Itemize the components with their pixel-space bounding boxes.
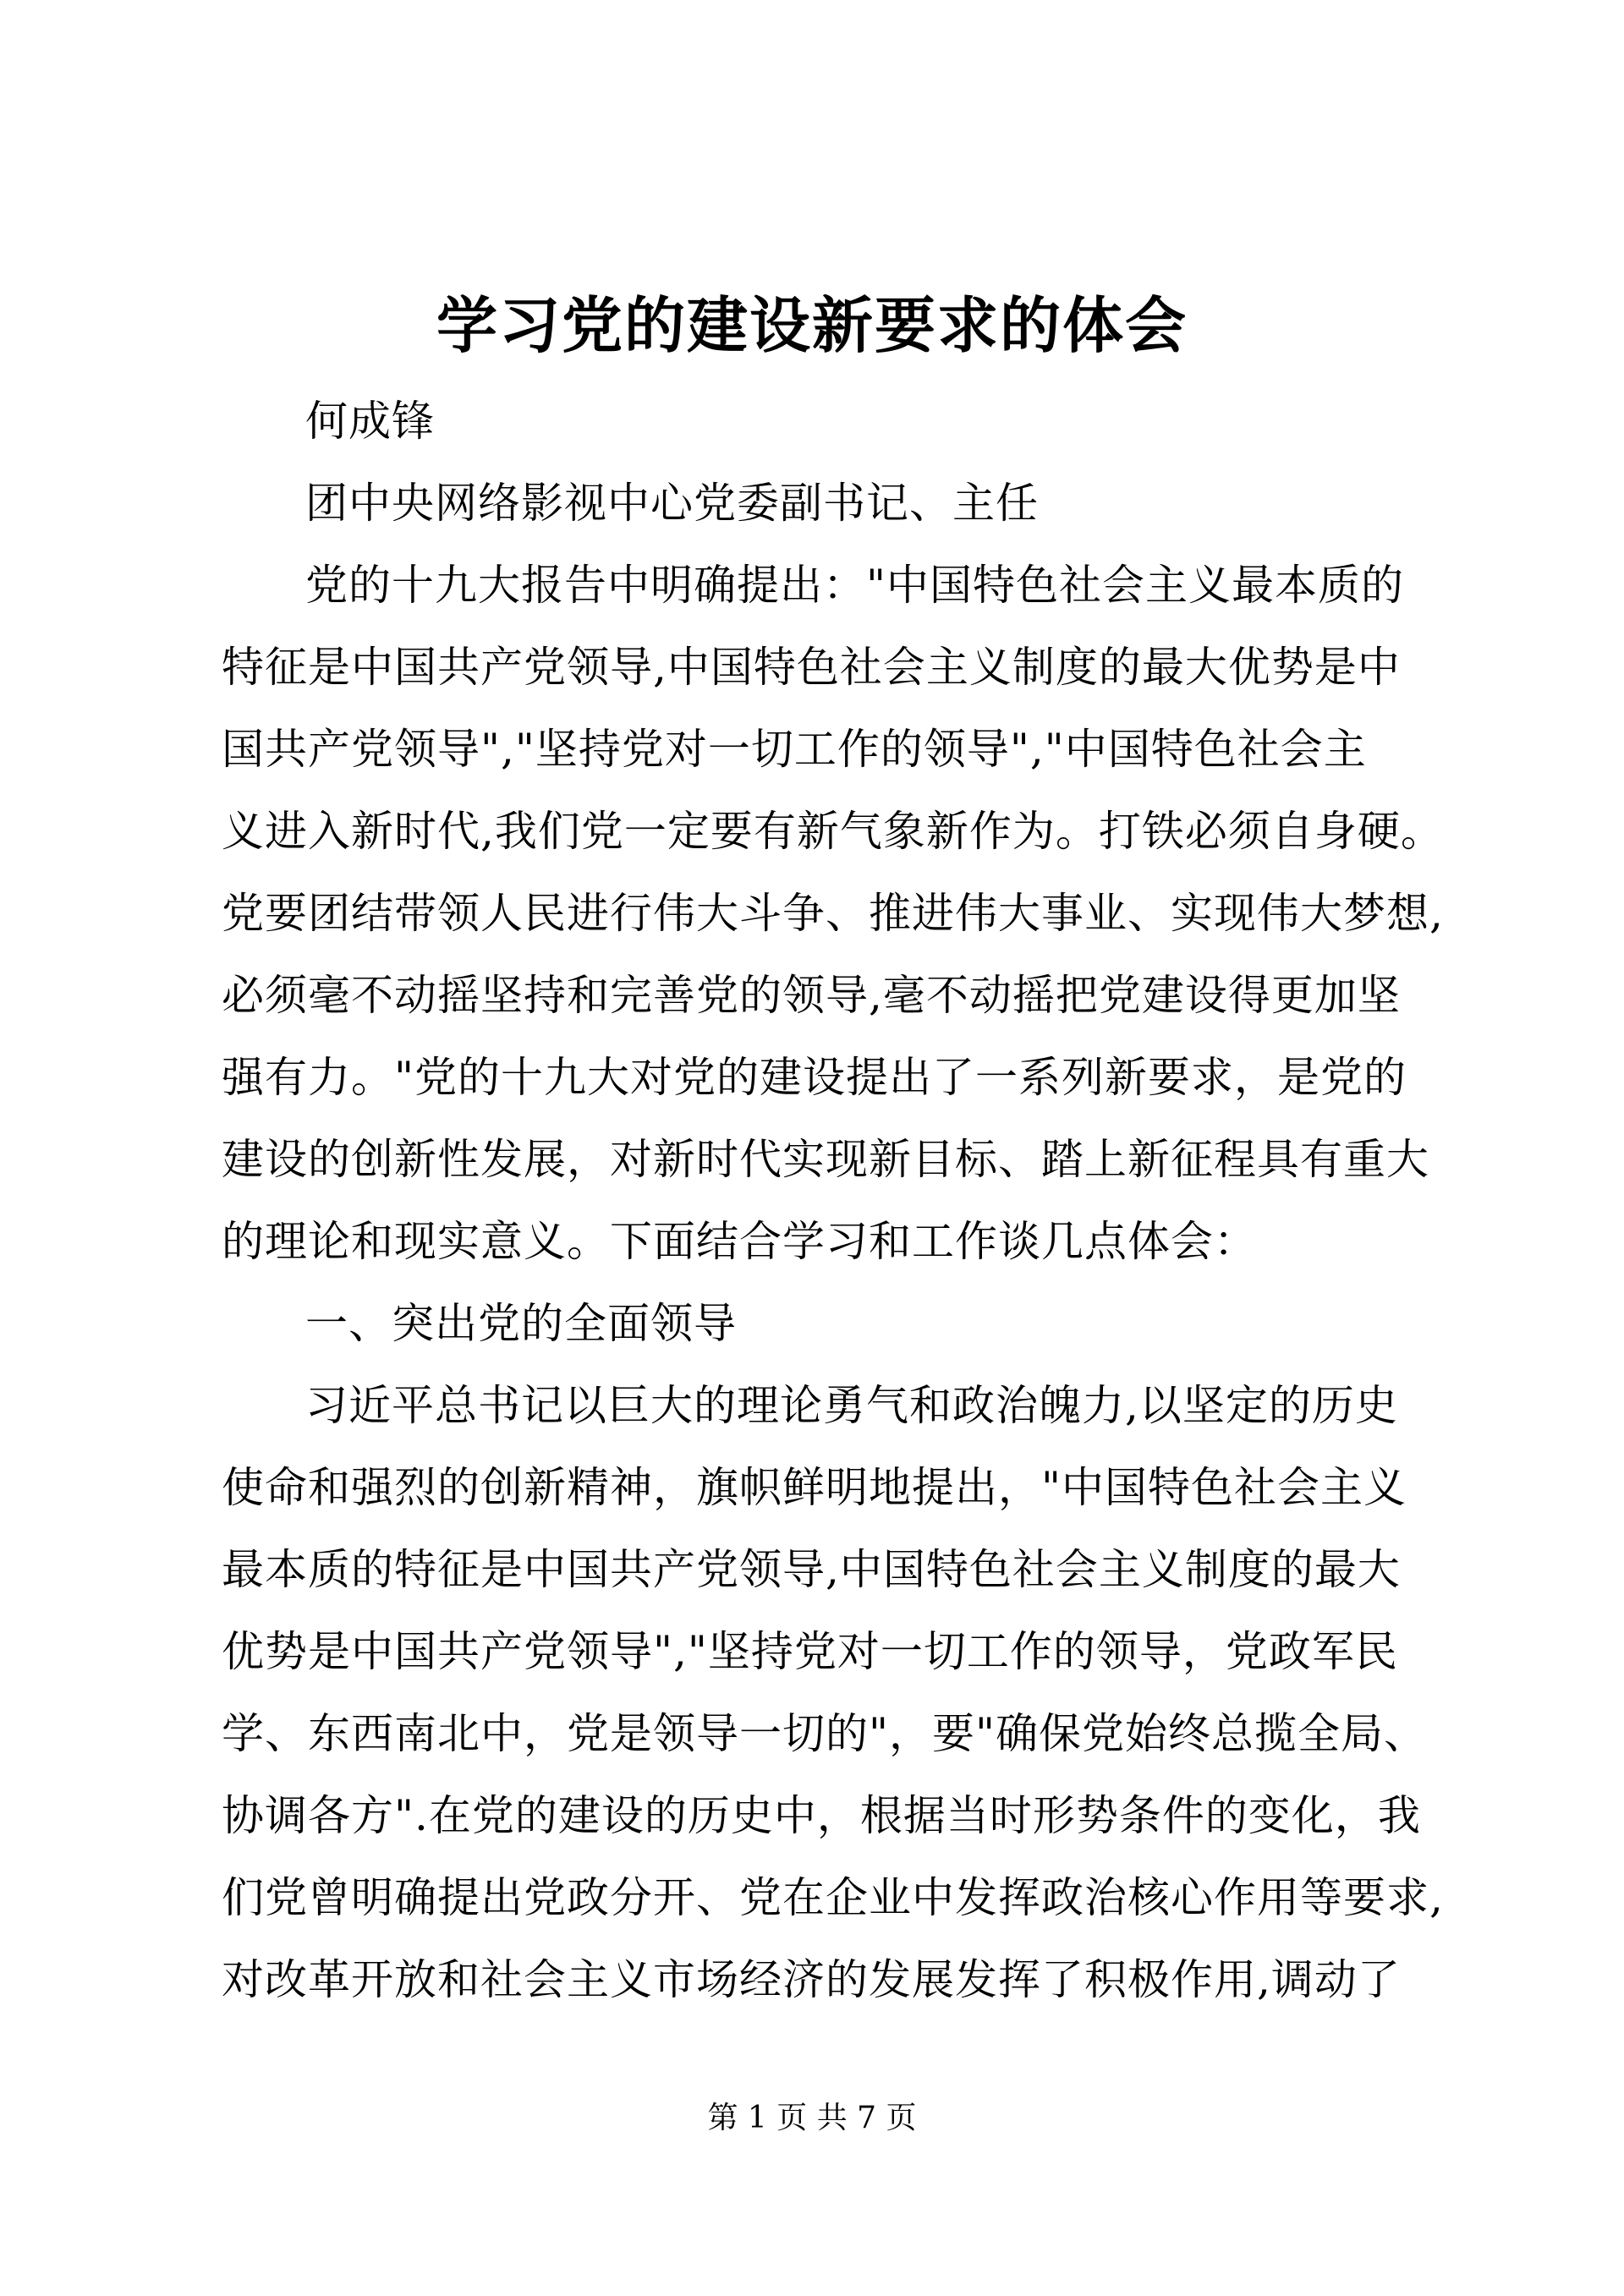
text-line: 的理论和现实意义。下面结合学习和工作谈几点体会： [222,1217,1257,1266]
text-line: 最本质的特征是中国共产党领导,中国特色社会主义制度的最大 [222,1545,1401,1594]
document-title: 学习党的建设新要求的体会 [436,289,1188,361]
text-line: 学、东西南北中，党是领导一切的"，要"确保党始终总揽全局、 [222,1709,1427,1758]
text-line: 强有力。"党的十九大对党的建设提出了一系列新要求，是党的 [222,1053,1407,1102]
author-affiliation: 团中央网络影视中心党委副书记、主任 [305,479,1039,528]
text-line: 党要团结带领人民进行伟大斗争、推进伟大事业、实现伟大梦想, [222,889,1444,938]
text-line: 建设的创新性发展，对新时代实现新目标、踏上新征程具有重大 [222,1135,1429,1184]
text-line: 使命和强烈的创新精神，旗帜鲜明地提出，"中国特色社会主义 [222,1463,1407,1512]
section-heading: 一、突出党的全面领导 [305,1299,737,1348]
document-body [222,381,1444,2021]
text-line: 协调各方".在党的建设的历史中，根据当时形势条件的变化，我 [222,1791,1421,1840]
text-line: 习近平总书记以巨大的理论勇气和政治魄力,以坚定的历史 [305,1381,1398,1430]
page-number-footer: 第 1 页 共 7 页 [707,2101,917,2135]
text-line: 特征是中国共产党领导,中国特色社会主义制度的最大优势是中 [222,643,1401,692]
text-line: 国共产党领导","坚持党对一切工作的领导","中国特色社会主 [222,725,1367,774]
text-line: 优势是中国共产党领导","坚持党对一切工作的领导，党政军民 [222,1627,1398,1676]
text-line: 必须毫不动摇坚持和完善党的领导,毫不动摇把党建设得更加坚 [222,971,1401,1020]
text-line: 对改革开放和社会主义市场经济的发展发挥了积极作用,调动了 [222,1955,1401,2004]
text-line: 们党曾明确提出党政分开、党在企业中发挥政治核心作用等要求, [222,1873,1444,1922]
text-line: 义进入新时代,我们党一定要有新气象新作为。打铁必须自身硬。 [222,807,1444,856]
text-line: 党的十九大报告中明确提出："中国特色社会主义最本质的 [305,561,1404,610]
author-name: 何成锋 [305,397,435,446]
